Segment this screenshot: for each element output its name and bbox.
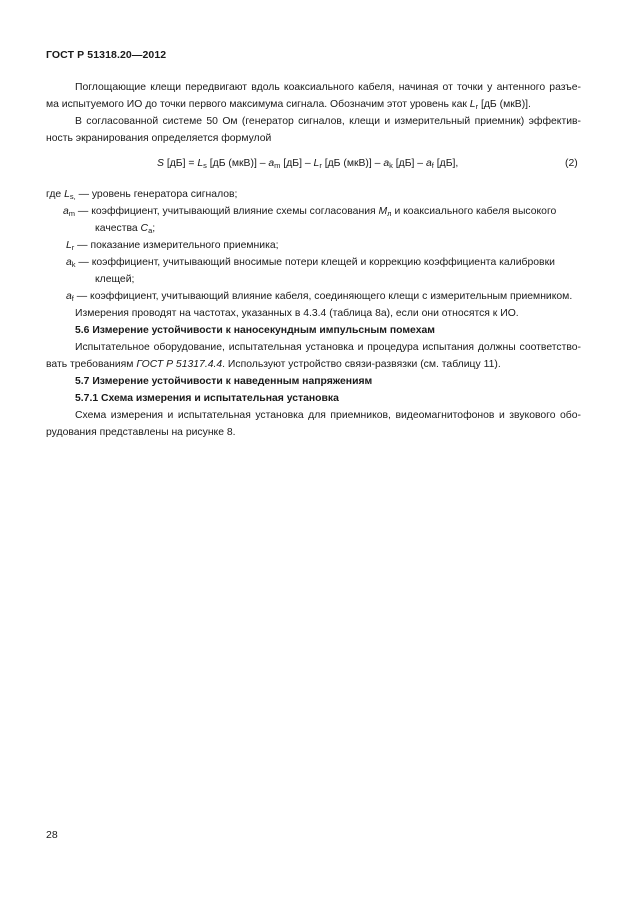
text-span: [дБ] –: [280, 158, 314, 169]
text-span: [дБ],: [433, 158, 459, 169]
text-span: где: [46, 189, 65, 200]
definition-item: [63, 203, 581, 220]
section-heading-5-7-1: 5.7.1 Схема измерения и испытательная установка: [75, 393, 339, 404]
symbol-L: L: [469, 99, 476, 110]
text-span: . Используют устройство связи-развязки (см. таблицу 11).: [222, 359, 501, 370]
section-heading-5-7: 5.7 Измерение устойчивости к наведенным напряжениям: [75, 376, 373, 387]
text-span: — коэффициент, учитывающий влияние кабеля, соединяющего клещи с измерительным приемником.: [73, 291, 573, 302]
symbol-a: a: [268, 158, 275, 169]
paragraph-line: [46, 96, 581, 113]
subscript: s: [203, 161, 207, 170]
symbol-L: L: [66, 240, 72, 251]
text-span: [дБ] –: [392, 158, 426, 169]
paragraph-line: Поглощающие клещи передвигают вдоль коаксиального кабеля, начиная от точки у антенного разъе-: [75, 82, 581, 93]
equation-number: (2): [565, 158, 578, 169]
text-span: — показание измерительного приемника;: [74, 240, 279, 251]
subscript: a: [148, 226, 153, 235]
definition-continuation: клещей;: [95, 274, 135, 285]
paragraph-line: В согласованной системе 50 Ом (генератор сигналов, клещи и измерительный приемник) эффектив-: [75, 116, 581, 127]
subscript: f: [71, 294, 74, 303]
symbol-a: a: [66, 291, 72, 302]
text-span: — коэффициент, учитывающий влияние схемы согласования: [75, 206, 379, 217]
paragraph-line: Измерения проводят на частотах, указанных в 4.3.4 (таблица 8а), если они относятся к ИО.: [75, 308, 519, 319]
symbol-a: a: [425, 158, 432, 169]
subscript: f: [431, 161, 434, 170]
symbol-a: a: [383, 158, 390, 169]
text-span: и коаксиального кабеля высокого: [391, 206, 557, 217]
subscript: s,: [69, 192, 76, 201]
page-number: 28: [46, 829, 58, 841]
paragraph-line: ность экранирования определяется формулой: [46, 133, 272, 144]
text-span: ма испытуемого ИО до точки первого максимума сигнала. Обозначим этот уровень как: [46, 99, 470, 110]
subscript: л: [387, 209, 392, 218]
section-heading-5-6: 5.6 Измерение устойчивости к наносекундным импульсным помехам: [75, 325, 435, 336]
symbol-L: L: [64, 189, 70, 200]
definition-item: [66, 237, 279, 254]
text-span: качества: [95, 223, 141, 234]
text-span: вать требованиям: [46, 359, 137, 370]
subscript: k: [389, 161, 393, 170]
definition-item: [66, 288, 584, 305]
definition-continuation: [95, 220, 155, 237]
definition-item: [66, 254, 581, 271]
text-span: — коэффициент, учитывающий вносимые потери клещей и коррекцию коэффициента калибровки: [75, 257, 555, 268]
paragraph-line: Схема измерения и испытательная установка для приемников, видеомагнитофонов и звукового обо-: [75, 410, 581, 421]
paragraph-line: [46, 356, 581, 373]
symbol-a: a: [66, 257, 72, 268]
symbol-M: M: [378, 206, 388, 217]
text-span: ;: [152, 223, 156, 234]
paragraph-line: рудования представлены на рисунке 8.: [46, 427, 236, 438]
text-span: [дБ (мкВ)] –: [206, 158, 269, 169]
symbol-C: C: [140, 223, 149, 234]
text-span: — уровень генератора сигналов;: [75, 189, 238, 200]
subscript: k: [71, 260, 76, 269]
symbol-a: a: [63, 206, 69, 217]
symbol-S: S: [157, 158, 164, 169]
definition-item: [46, 186, 237, 203]
formula-2: [157, 158, 458, 169]
text-span: [дБ (мкВ)] –: [321, 158, 384, 169]
subscript: m: [68, 209, 76, 218]
symbol-L: L: [313, 158, 320, 169]
text-span: [дБ] =: [163, 158, 198, 169]
subscript: r: [319, 161, 322, 170]
page-header-standard-code: ГОСТ Р 51318.20—2012: [46, 49, 167, 61]
standard-reference: ГОСТ Р 51317.4.4: [136, 359, 223, 370]
subscript: r: [475, 102, 479, 111]
symbol-L: L: [197, 158, 204, 169]
subscript: r: [71, 243, 75, 252]
paragraph-line: Испытательное оборудование, испытательная установка и процедура испытания должны соответство-: [75, 342, 581, 353]
text-span: [дБ (мкВ)].: [478, 99, 531, 110]
subscript: m: [274, 161, 281, 170]
